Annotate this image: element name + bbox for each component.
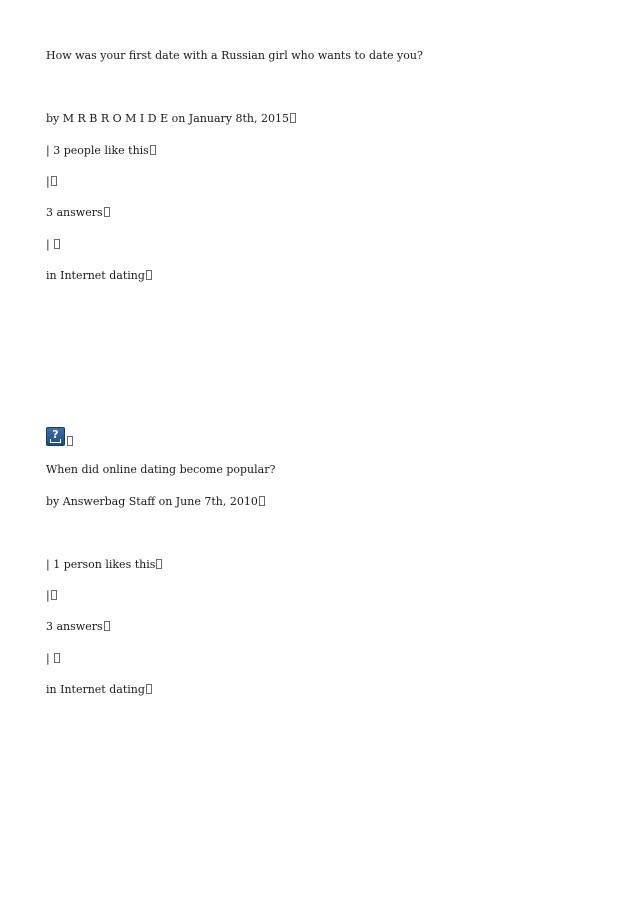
question-title[interactable]: When did online dating become popular? bbox=[46, 463, 276, 476]
missing-glyph-icon bbox=[150, 145, 156, 155]
likes-count: | 1 person likes this bbox=[46, 558, 162, 572]
missing-glyph-icon bbox=[67, 436, 73, 446]
category-link[interactable]: in Internet dating bbox=[46, 269, 152, 283]
likes-count: | 3 people like this bbox=[46, 144, 156, 158]
category-link[interactable]: in Internet dating bbox=[46, 683, 152, 697]
missing-glyph-icon bbox=[146, 270, 152, 280]
answers-link[interactable]: 3 answers bbox=[46, 206, 110, 220]
question-icon-row bbox=[46, 424, 73, 446]
separator: | bbox=[46, 238, 60, 252]
question-byline: by Answerbag Staff on June 7th, 2010 bbox=[46, 495, 265, 509]
missing-glyph-icon bbox=[51, 590, 57, 600]
separator: | bbox=[46, 652, 60, 666]
missing-glyph-icon bbox=[104, 207, 110, 217]
missing-glyph-icon bbox=[259, 496, 265, 506]
missing-glyph-icon bbox=[54, 239, 60, 249]
answers-link[interactable]: 3 answers bbox=[46, 620, 110, 634]
missing-glyph-icon bbox=[146, 684, 152, 694]
missing-glyph-icon bbox=[156, 559, 162, 569]
question-title[interactable]: How was your first date with a Russian girl who wants to date you? bbox=[46, 49, 423, 62]
separator: | bbox=[46, 589, 57, 603]
missing-glyph-icon bbox=[290, 113, 296, 123]
missing-glyph-icon bbox=[51, 176, 57, 186]
missing-glyph-icon bbox=[54, 653, 60, 663]
missing-glyph-icon bbox=[104, 621, 110, 631]
question-inbox-icon[interactable]: ? bbox=[46, 427, 65, 446]
question-byline: by M R B R O M I D E on January 8th, 2015 bbox=[46, 112, 296, 126]
separator: | bbox=[46, 175, 57, 189]
